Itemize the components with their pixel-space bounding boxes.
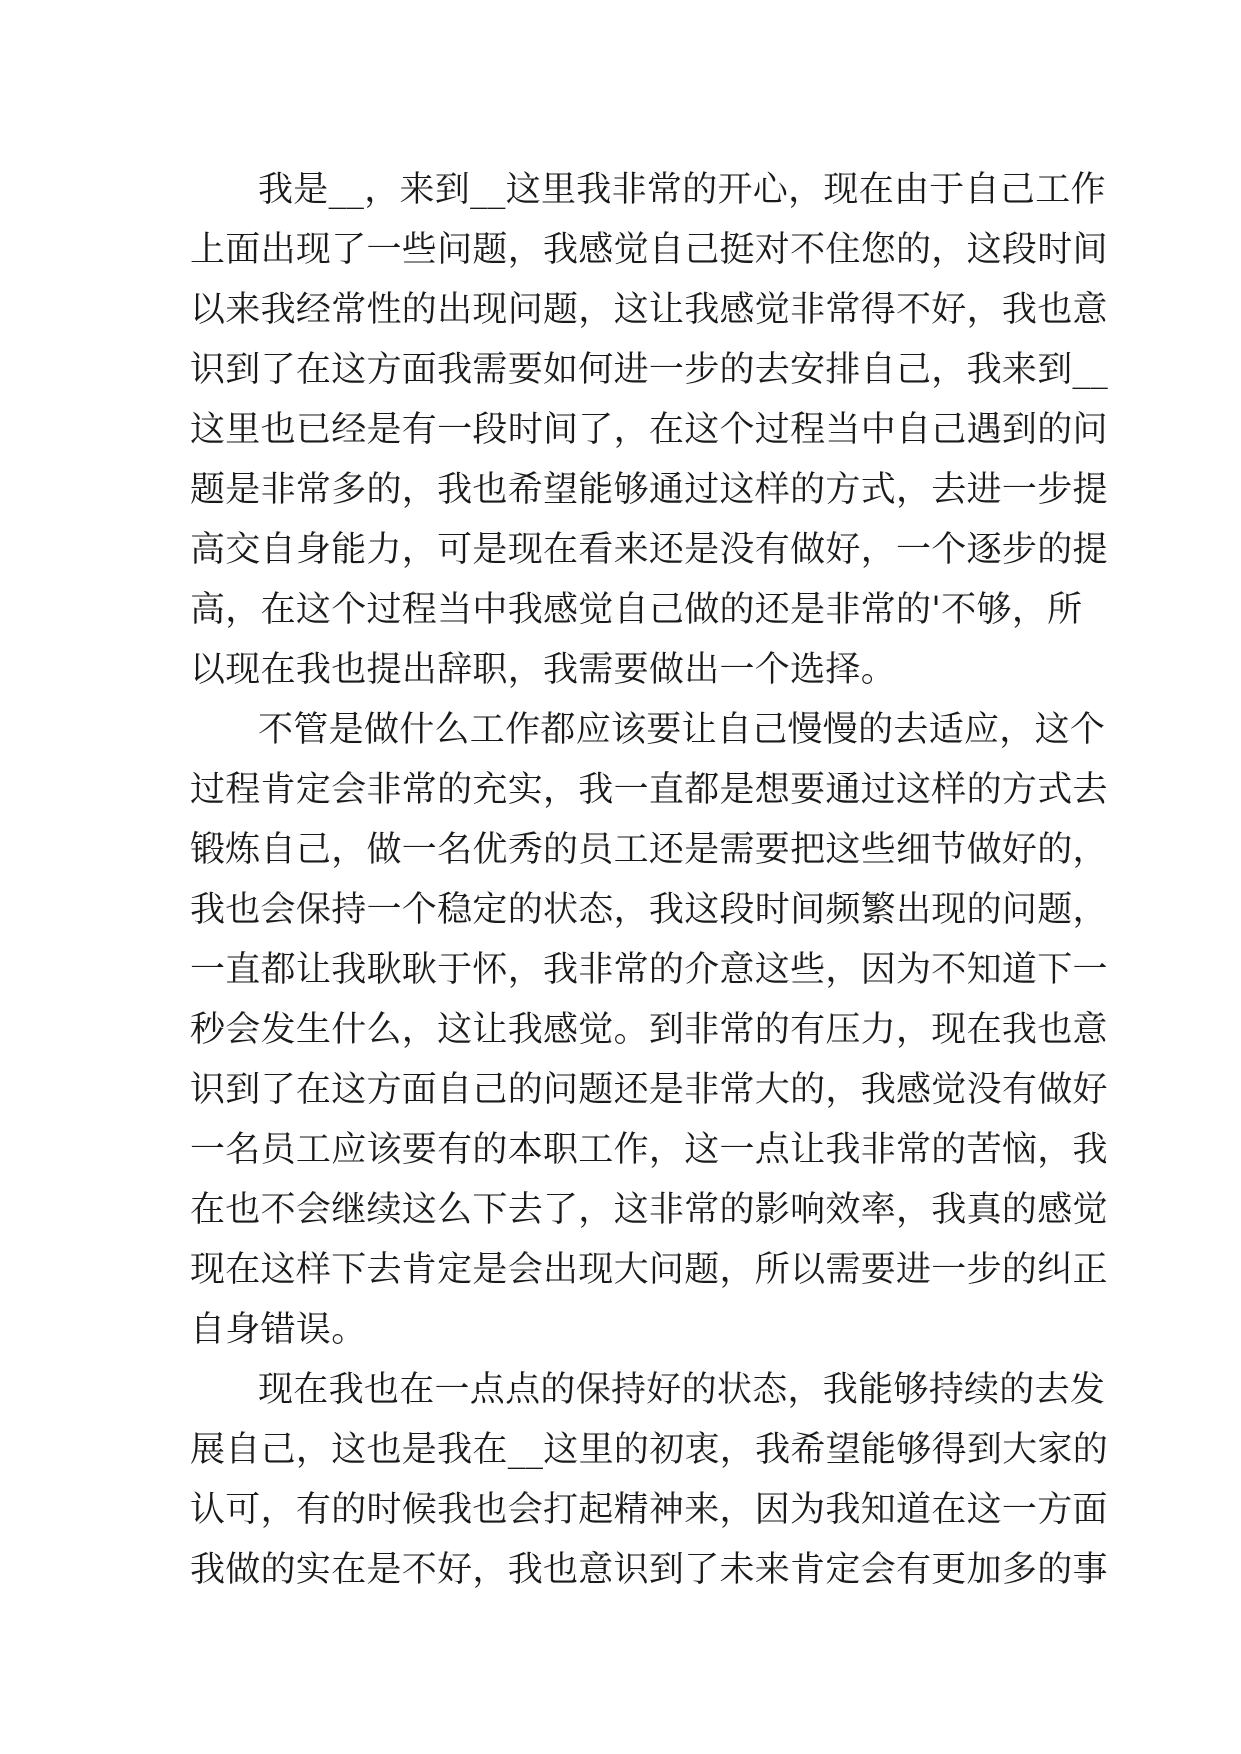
text-line: 这里也已经是有一段时间了，在这个过程当中自己遇到的问 [190,410,1108,450]
text-line: 题是非常多的，我也希望能够通过这样的方式，去进一步提 [190,470,1108,510]
text-line: 高，在这个过程当中我感觉自己做的还是非常的'不够，所 [190,590,1083,630]
text-line: 现在我也在一点点的保持好的状态，我能够持续的去发 [258,1370,1106,1410]
paragraph-1 [190,160,1109,700]
text-line: 一名员工应该要有的本职工作，这一点让我非常的苦恼，我 [190,1130,1108,1170]
text-line: 我做的实在是不好，我也意识到了未来肯定会有更加多的事 [190,1550,1108,1590]
text-line: 高交自身能力，可是现在看来还是没有做好，一个逐步的提 [190,530,1108,570]
text-line: 以现在我也提出辞职，我需要做出一个选择。 [190,650,897,690]
text-line: 过程肯定会非常的充实，我一直都是想要通过这样的方式去 [190,770,1108,810]
text-line: 我也会保持一个稳定的状态，我这段时间频繁出现的问题， [190,890,1108,930]
text-line: 在也不会继续这么下去了，这非常的影响效率，我真的感觉 [190,1190,1108,1230]
text-line: 识到了在这方面自己的问题还是非常大的，我感觉没有做好 [190,1070,1108,1110]
text-line: 我是__，来到__这里我非常的开心，现在由于自己工作 [258,170,1106,210]
text-line: 不管是做什么工作都应该要让自己慢慢的去适应，这个 [258,710,1106,750]
text-line: 自身错误。 [190,1310,367,1350]
text-line: 以来我经常性的出现问题，这让我感觉非常得不好，我也意 [190,290,1108,330]
text-line: 展自己，这也是我在__这里的初衷，我希望能够得到大家的 [190,1430,1109,1470]
text-line: 上面出现了一些问题，我感觉自己挺对不住您的，这段时间 [190,230,1108,270]
text-line: 秒会发生什么，这让我感觉。到非常的有压力，现在我也意 [190,1010,1108,1050]
text-line: 现在这样下去肯定是会出现大问题，所以需要进一步的纠正 [190,1250,1108,1290]
text-line: 认可，有的时候我也会打起精神来，因为我知道在这一方面 [190,1490,1108,1530]
paragraph-2 [190,700,1108,1360]
text-line: 识到了在这方面我需要如何进一步的去安排自己，我来到__ [190,350,1109,390]
document-body [190,160,1109,1600]
paragraph-3 [190,1360,1109,1600]
text-line: 锻炼自己，做一名优秀的员工还是需要把这些细节做好的， [190,830,1108,870]
text-line: 一直都让我耿耿于怀，我非常的介意这些，因为不知道下一 [190,950,1108,990]
